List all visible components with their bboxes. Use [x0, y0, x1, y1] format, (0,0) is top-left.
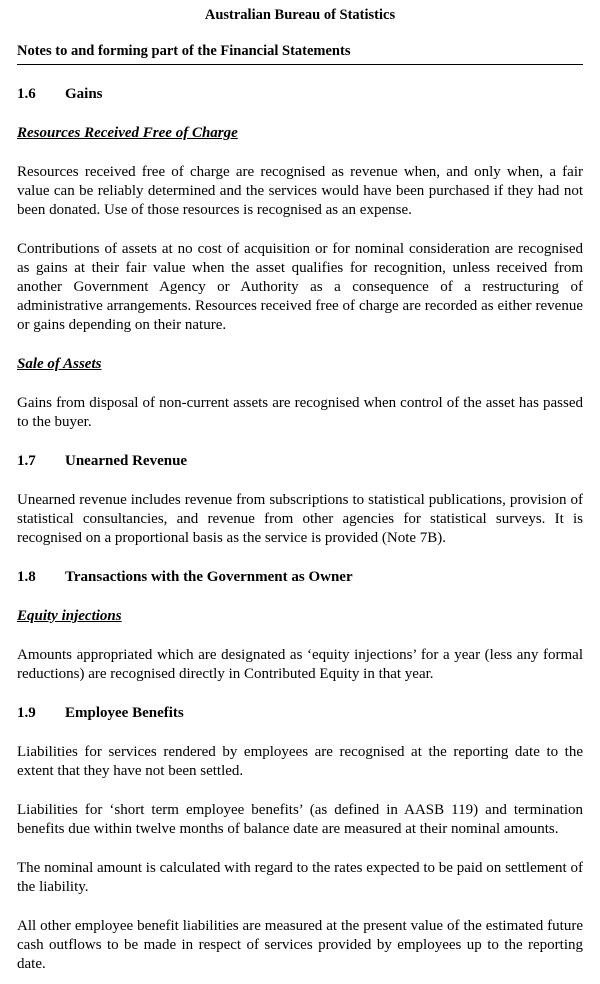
- paragraph: All other employee benefit liabilities are measured at the present value of the estimated future cash outflows to be made in respect of services provided by employees up to the reporting date.: [17, 918, 583, 972]
- section-title: Transactions with the Government as Owner: [65, 569, 353, 585]
- org-title: Australian Bureau of Statistics: [204, 7, 396, 23]
- section-number: 1.7: [17, 453, 36, 469]
- section-heading-gains: [17, 85, 583, 104]
- paragraph: Unearned revenue includes revenue from subscriptions to statistical publications, provision of statistical consultancies, and revenue from other agencies for statistical surveys. It is recognised on a proportional basis as the service is provided (Note 7B).: [17, 492, 583, 546]
- section-title: Gains: [65, 86, 103, 102]
- section-number: 1.8: [17, 569, 36, 585]
- section-number: 1.6: [17, 86, 36, 102]
- paragraph: The nominal amount is calculated with regard to the rates expected to be paid on settlement of the liability.: [17, 860, 583, 895]
- paragraph: Liabilities for ‘short term employee benefits’ (as defined in AASB 119) and termination benefits due within twelve months of balance date are measured at their nominal amounts.: [17, 802, 583, 837]
- doc-title: Notes to and forming part of the Financial Statements: [17, 42, 583, 65]
- subheading-resources-received-free-of-charge: Resources Received Free of Charge: [17, 125, 238, 141]
- section-heading-unearned-revenue: [17, 452, 583, 471]
- section-heading-transactions-with-government-as-owner: [17, 568, 583, 587]
- subheading-sale-of-assets: Sale of Assets: [17, 356, 102, 372]
- paragraph: Contributions of assets at no cost of acquisition or for nominal consideration are recognised as gains at their fair value when the asset qualifies for recognition, unless received from another Government Agency or Authority as a consequence of a restructuring of administrative arrangements. Resources received free of charge are recorded as either revenue or gains depending on their nature.: [17, 241, 583, 333]
- paragraph: Gains from disposal of non-current assets are recognised when control of the asset has passed to the buyer.: [17, 395, 583, 430]
- paragraph: Liabilities for services rendered by employees are recognised at the reporting date to the extent that they have not been settled.: [17, 744, 583, 779]
- subheading-equity-injections: Equity injections: [17, 608, 122, 624]
- section-title: Employee Benefits: [65, 705, 184, 721]
- section-number: 1.9: [17, 705, 36, 721]
- section-heading-employee-benefits: [17, 704, 583, 723]
- paragraph: Resources received free of charge are recognised as revenue when, and only when, a fair value can be reliably determined and the services would have been purchased if they had not been donated. Use of those resources is recognised as an expense.: [17, 164, 583, 218]
- paragraph: Amounts appropriated which are designated as ‘equity injections’ for a year (less any formal reductions) are recognised directly in Contributed Equity in that year.: [17, 647, 583, 682]
- section-title: Unearned Revenue: [65, 453, 188, 469]
